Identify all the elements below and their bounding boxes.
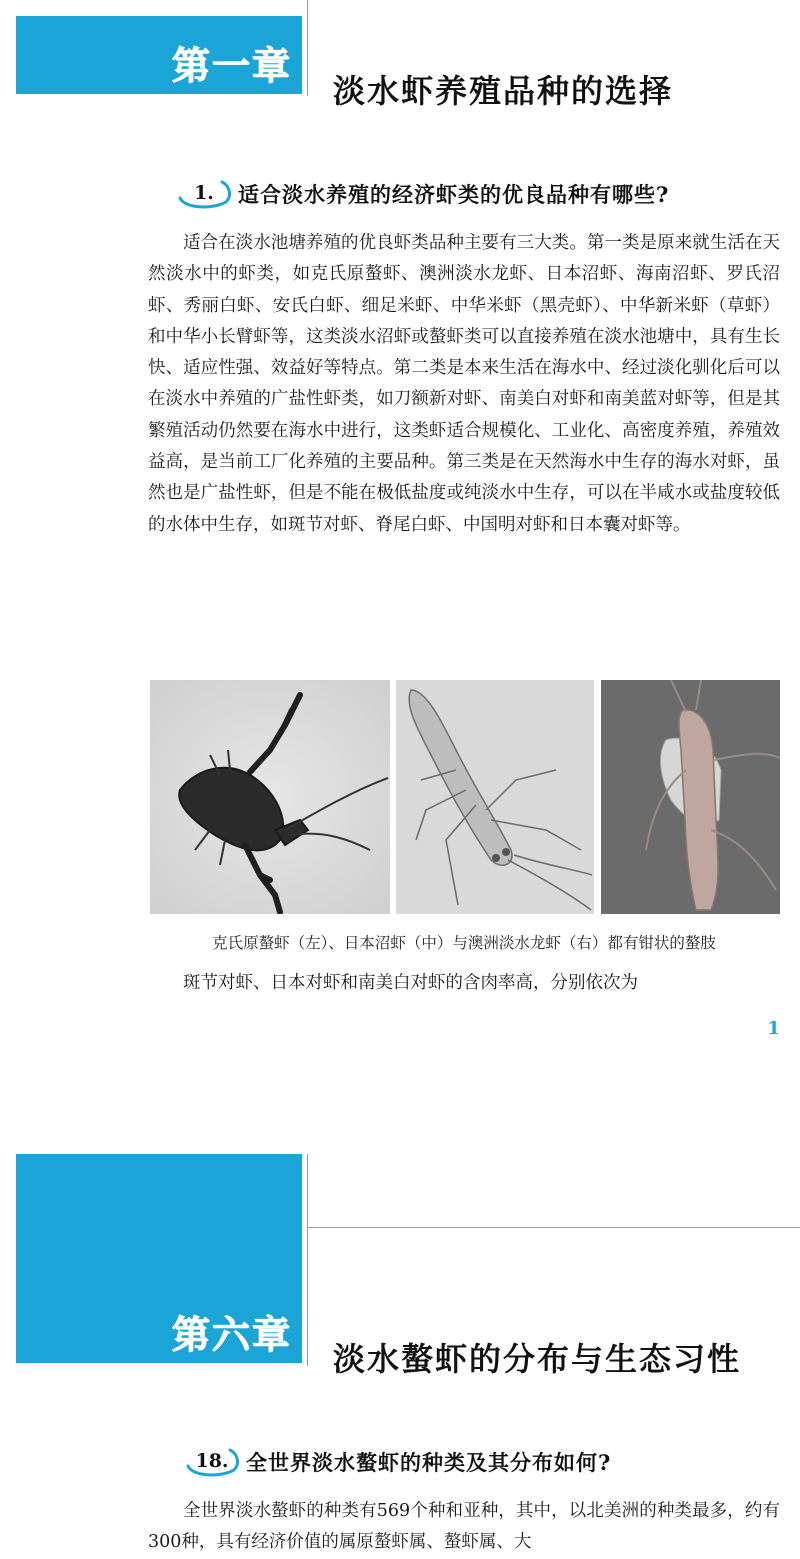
- question-number-badge: [176, 176, 232, 212]
- chapter-divider: [307, 0, 308, 96]
- body-paragraph-continued: 斑节对虾、日本对虾和南美白对虾的含肉率高，分别依次为: [183, 973, 638, 993]
- chapter-banner: [16, 1154, 302, 1363]
- question-number: 18.: [195, 1450, 229, 1472]
- chapter-label: 第一章: [171, 44, 292, 88]
- figure-photos: [150, 680, 780, 914]
- chapter-label: 第六章: [171, 1313, 292, 1357]
- chapter-rule: [307, 1227, 800, 1228]
- page-number: 1: [767, 1018, 780, 1039]
- question-heading: [176, 176, 669, 212]
- question-number-badge: [184, 1444, 240, 1480]
- question-heading: [184, 1444, 611, 1480]
- chapter-title: 淡水螯虾的分布与生态习性: [333, 1340, 742, 1378]
- chapter-divider: [307, 1154, 308, 1366]
- page-2: [0, 1080, 800, 1553]
- question-number: 1.: [194, 182, 214, 204]
- chapter-banner: [16, 16, 302, 94]
- crayfish-photo: [150, 680, 390, 914]
- shrimp-photo: [396, 680, 594, 914]
- question-text: 适合淡水养殖的经济虾类的优良品种有哪些?: [238, 182, 670, 207]
- body-paragraph: 适合在淡水池塘养殖的优良虾类品种主要有三大类。第一类是原来就生活在天然淡水中的虾类，如克氏原螯虾、澳洲淡水龙虾、日本沼虾、海南沼虾、罗氏沼虾、秀丽白虾、安氏白虾、细足米虾、中华米虾（黑壳虾）、中华新米虾（草虾）和中华小长臂虾等，这类淡水沼虾或螯虾类可以直接养殖在淡水池塘中，具有生长快、适应性强、效益好等特点。第二类是本来生活在海水中、经过淡化驯化后可以在淡水中养殖的广盐性虾类，如刀额新对虾、南美白对虾和南美蓝对虾等，但是其繁殖活动仍然要在海水中进行，这类虾适合规模化、工业化、高密度养殖，养殖效益高，是当前工厂化养殖的主要品种。第三类是在天然海水中生存的海水对虾，虽然也是广盐性虾，但是不能在极低盐度或纯淡水中生存，可以在半咸水或盐度较低的水体中生存，如斑节对虾、脊尾白虾、中国明对虾和日本囊对虾等。: [148, 233, 780, 535]
- body-paragraph: 全世界淡水螯虾的种类有569个种和亚种，其中，以北美洲的种类最多，约有300种，具有经济价值的属原螯虾属、螯虾属、大: [148, 1501, 780, 1553]
- question-text: 全世界淡水螯虾的种类及其分布如何?: [246, 1450, 612, 1475]
- chapter-title: 淡水虾养殖品种的选择: [333, 72, 674, 110]
- lobster-photo: [601, 680, 780, 914]
- figure-caption: 克氏原螯虾（左）、日本沼虾（中）与澳洲淡水龙虾（右）都有钳状的螯肢: [212, 934, 716, 952]
